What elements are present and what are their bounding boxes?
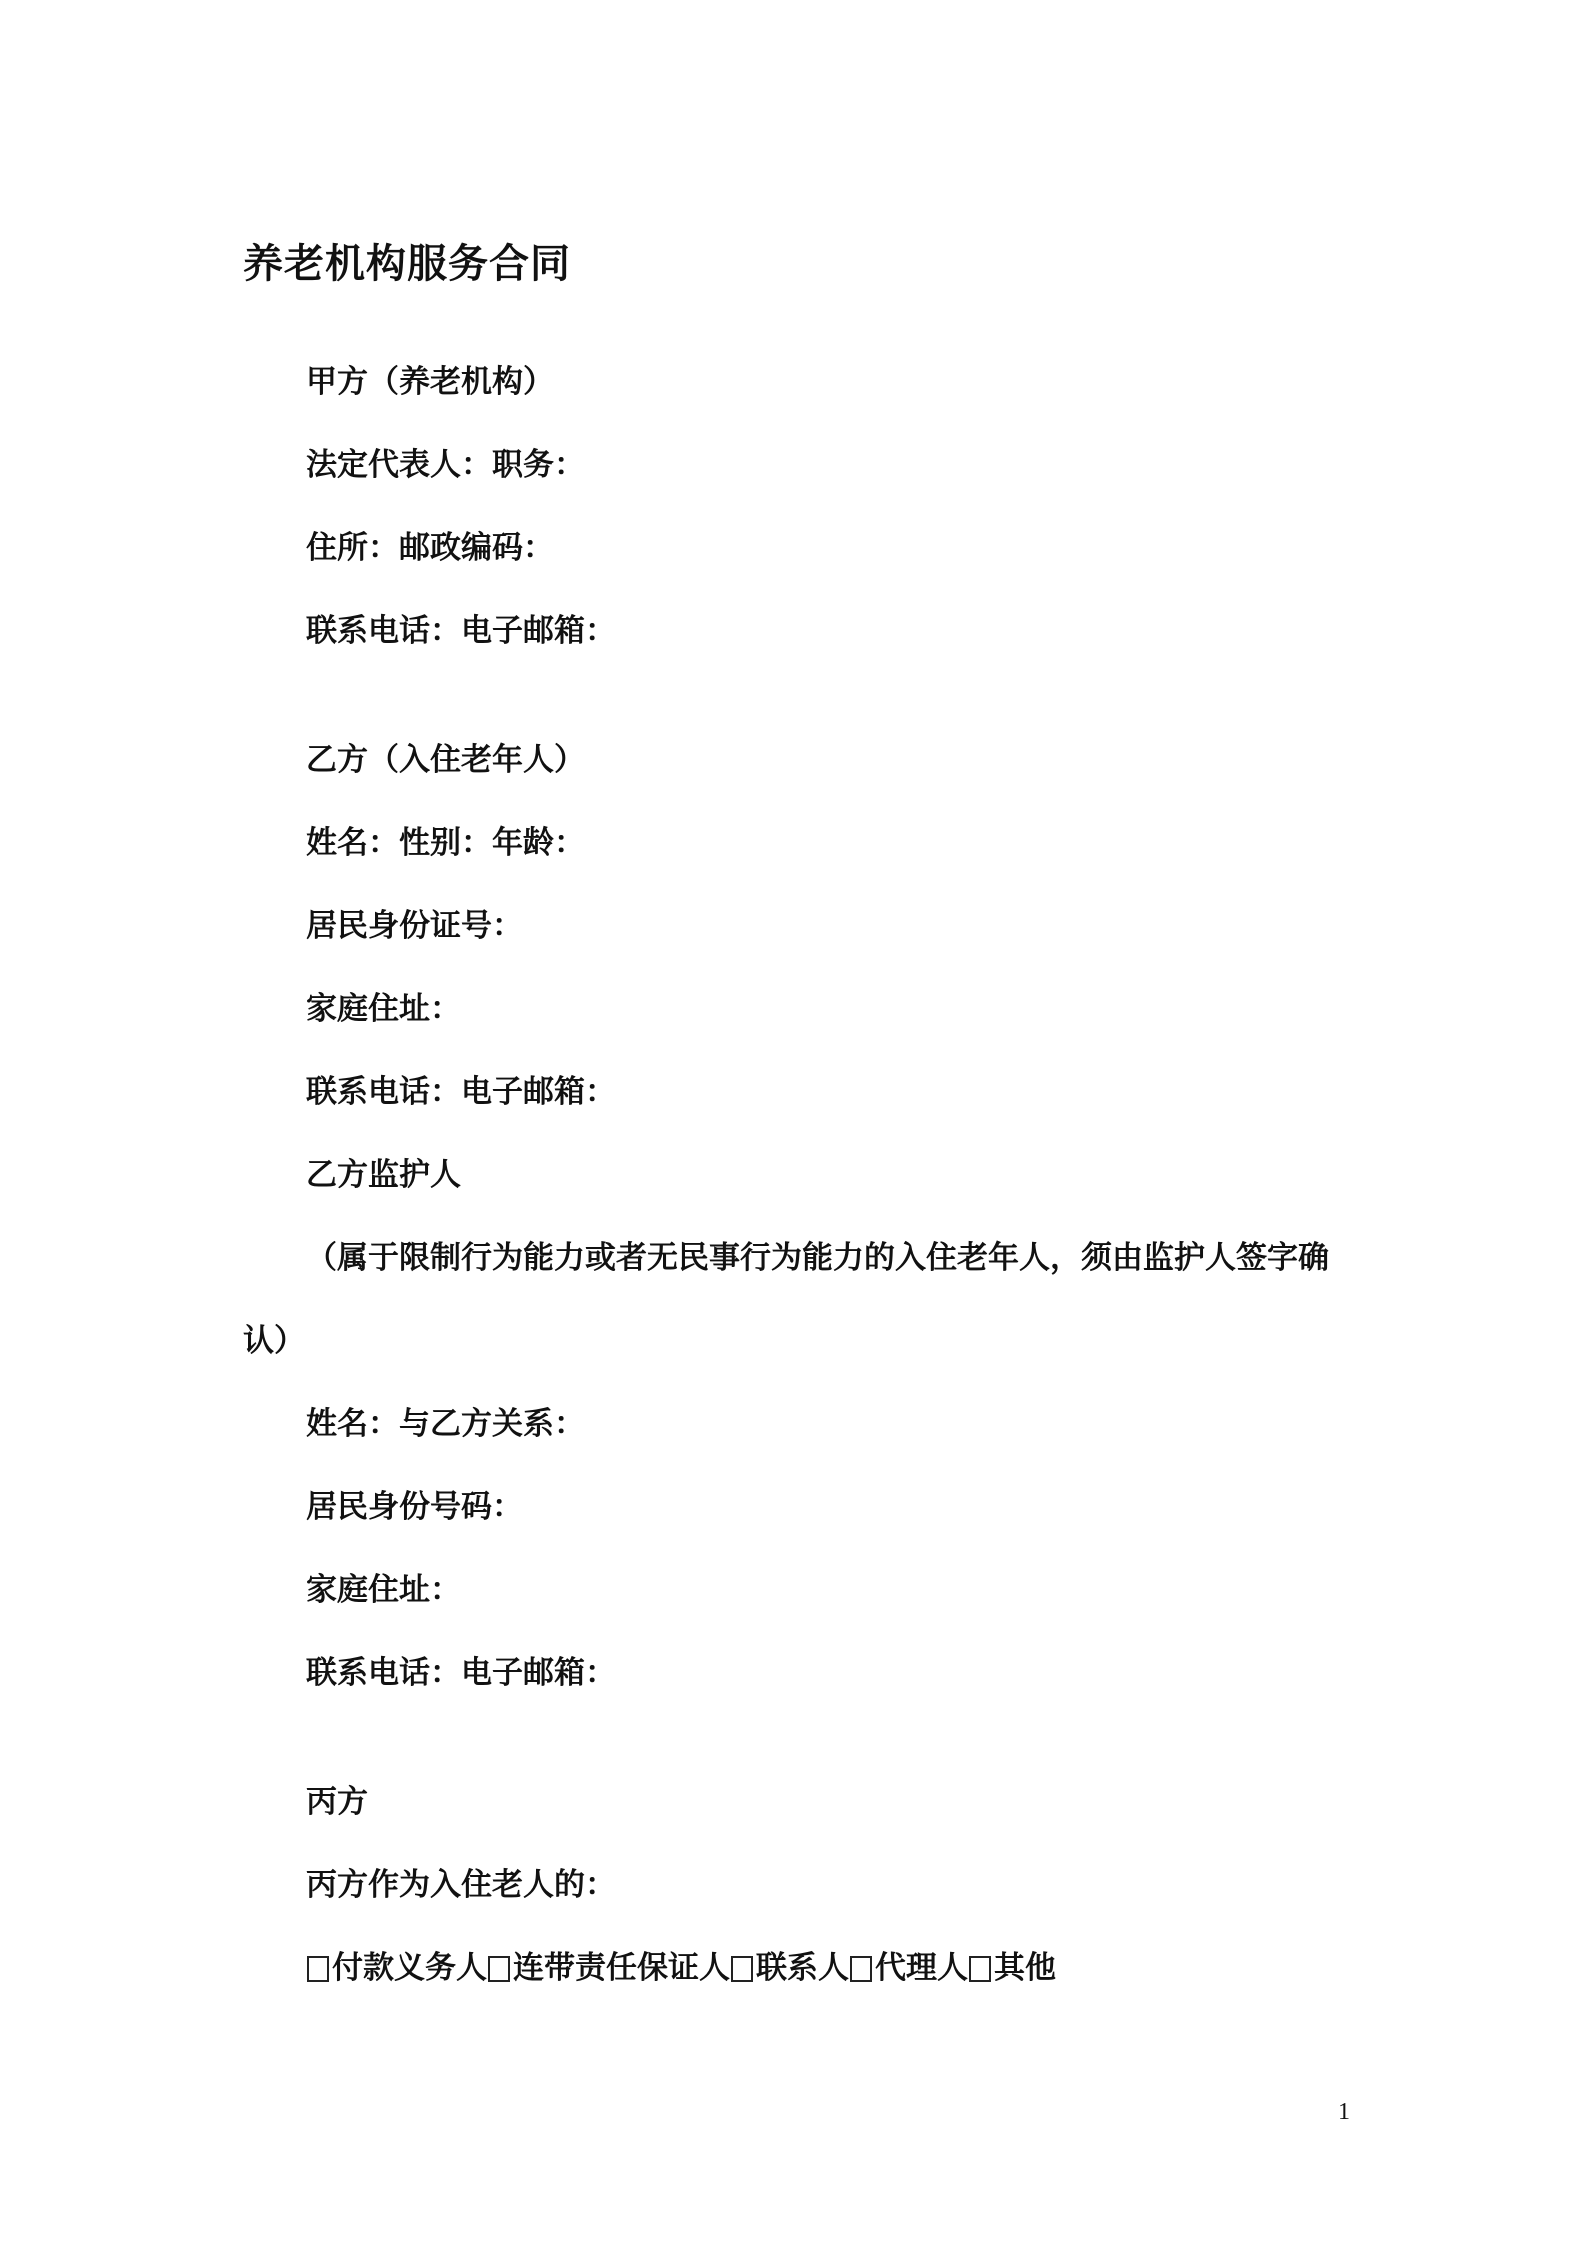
guardian-id-line: 居民身份号码：: [306, 1489, 523, 1525]
party-b-heading: 乙方（入住老年人）: [306, 742, 585, 778]
party-b-name-line: 姓名：性别：年龄：: [306, 825, 585, 861]
party-b-address: 家庭住址：: [306, 991, 461, 1027]
party-a-contact: 联系电话：电子邮箱：: [306, 613, 616, 649]
option-agent-label: 代理人: [875, 1950, 968, 1986]
party-a-heading: 甲方（养老机构）: [306, 364, 554, 400]
checkbox-payer[interactable]: [307, 1956, 329, 1982]
page-number: 1: [1338, 2099, 1350, 2125]
party-a-address: 住所：邮政编码：: [306, 530, 554, 566]
option-contact-person-label: 联系人: [756, 1950, 849, 1986]
guardian-note-line1: （属于限制行为能力或者无民事行为能力的入住老年人，须由监护人签字确: [306, 1240, 1329, 1276]
party-c-role-intro: 丙方作为入住老人的：: [306, 1867, 616, 1903]
checkbox-contact-person[interactable]: [731, 1956, 753, 1982]
guardian-address: 家庭住址：: [306, 1572, 461, 1608]
party-b-id-line: 居民身份证号：: [306, 908, 523, 944]
party-c-role-options: [306, 1946, 1056, 1990]
guardian-name-line: 姓名：与乙方关系：: [306, 1406, 585, 1442]
party-b-contact: 联系电话：电子邮箱：: [306, 1074, 616, 1110]
option-guarantor-label: 连带责任保证人: [513, 1950, 730, 1986]
contract-title: 养老机构服务合同: [243, 241, 571, 287]
guardian-contact: 联系电话：电子邮箱：: [306, 1655, 616, 1691]
guardian-heading: 乙方监护人: [306, 1157, 461, 1193]
party-c-heading: 丙方: [306, 1784, 368, 1820]
checkbox-other[interactable]: [969, 1956, 991, 1982]
party-a-representative: 法定代表人：职务：: [306, 447, 585, 483]
checkbox-guarantor[interactable]: [488, 1956, 510, 1982]
option-payer-label: 付款义务人: [332, 1950, 487, 1986]
guardian-note-line2: 认）: [243, 1323, 305, 1359]
checkbox-agent[interactable]: [850, 1956, 872, 1982]
option-other-label: 其他: [994, 1950, 1056, 1986]
